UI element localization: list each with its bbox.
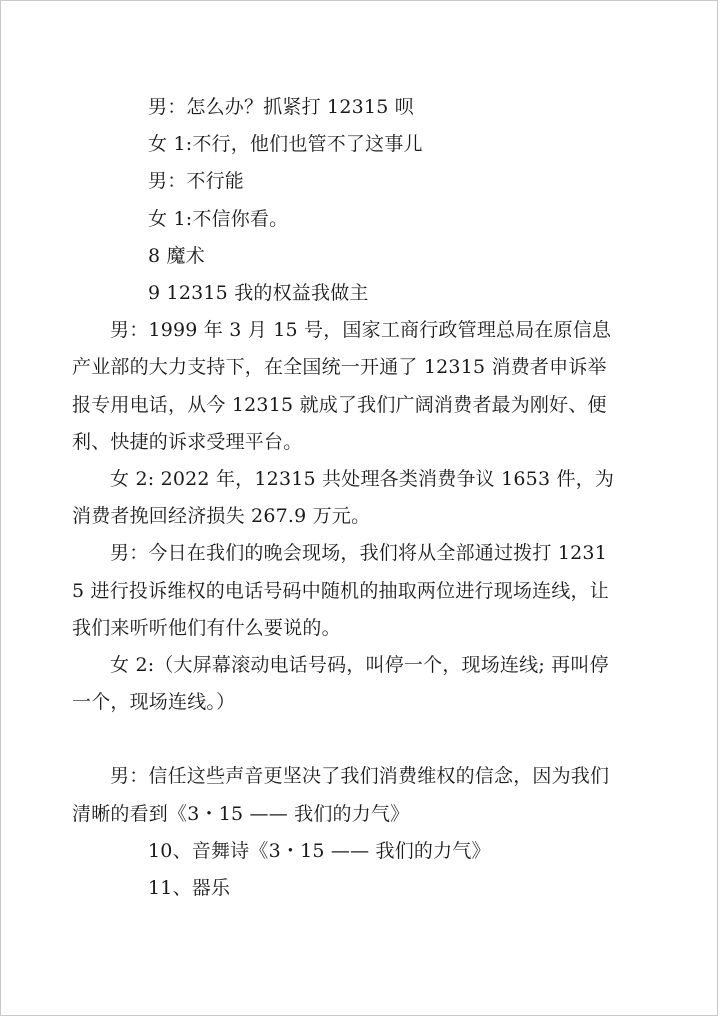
stage-direction: 女 2:（大屏幕滚动电话号码，叫停一个，现场连线; 再叫停一个，现场连线。） <box>72 654 609 714</box>
dialogue-paragraph: 男：今日在我们的晚会现场，我们将从全部通过拨打 12315 进行投诉维权的电话号码中随机的抽取两位进行现场连线，让我们来听听他们有什么要说的。 <box>72 542 609 639</box>
program-item: 10、音舞诗《3・15 —— 我们的力气》 <box>148 839 491 862</box>
dialogue-line: 男：不行能 <box>148 170 245 193</box>
dialogue-paragraph: 男：信任这些声音更坚决了我们消费维权的信念，因为我们清晰的看到《3・15 —— 我们的力气》 <box>72 765 610 825</box>
dialogue-line: 女 1:不行，他们也管不了这事儿 <box>148 133 423 156</box>
program-item: 9 12315 我的权益我做主 <box>148 282 369 305</box>
dialogue-line: 女 1:不信你看。 <box>148 207 289 230</box>
dialogue-line: 男：怎么办？抓紧打 12315 呗 <box>148 96 414 118</box>
program-item: 11、器乐 <box>148 877 231 900</box>
document-body <box>72 89 615 907</box>
dialogue-paragraph: 女 2: 2022 年，12315 共处理各类消费争议 1653 件，为消费者挽回经济损失 267.9 万元。 <box>72 468 615 528</box>
program-item: 8 魔术 <box>148 244 205 267</box>
dialogue-paragraph: 男：1999 年 3 月 15 号，国家工商行政管理总局在原信息产业部的大力支持下，在全国统一开通了 12315 消费者申诉举报专用电话，从今 12315 就成了我们广阔消费者最为刚好、便利、快捷的诉求受理平台。 <box>72 319 612 453</box>
blank-line <box>110 721 615 758</box>
